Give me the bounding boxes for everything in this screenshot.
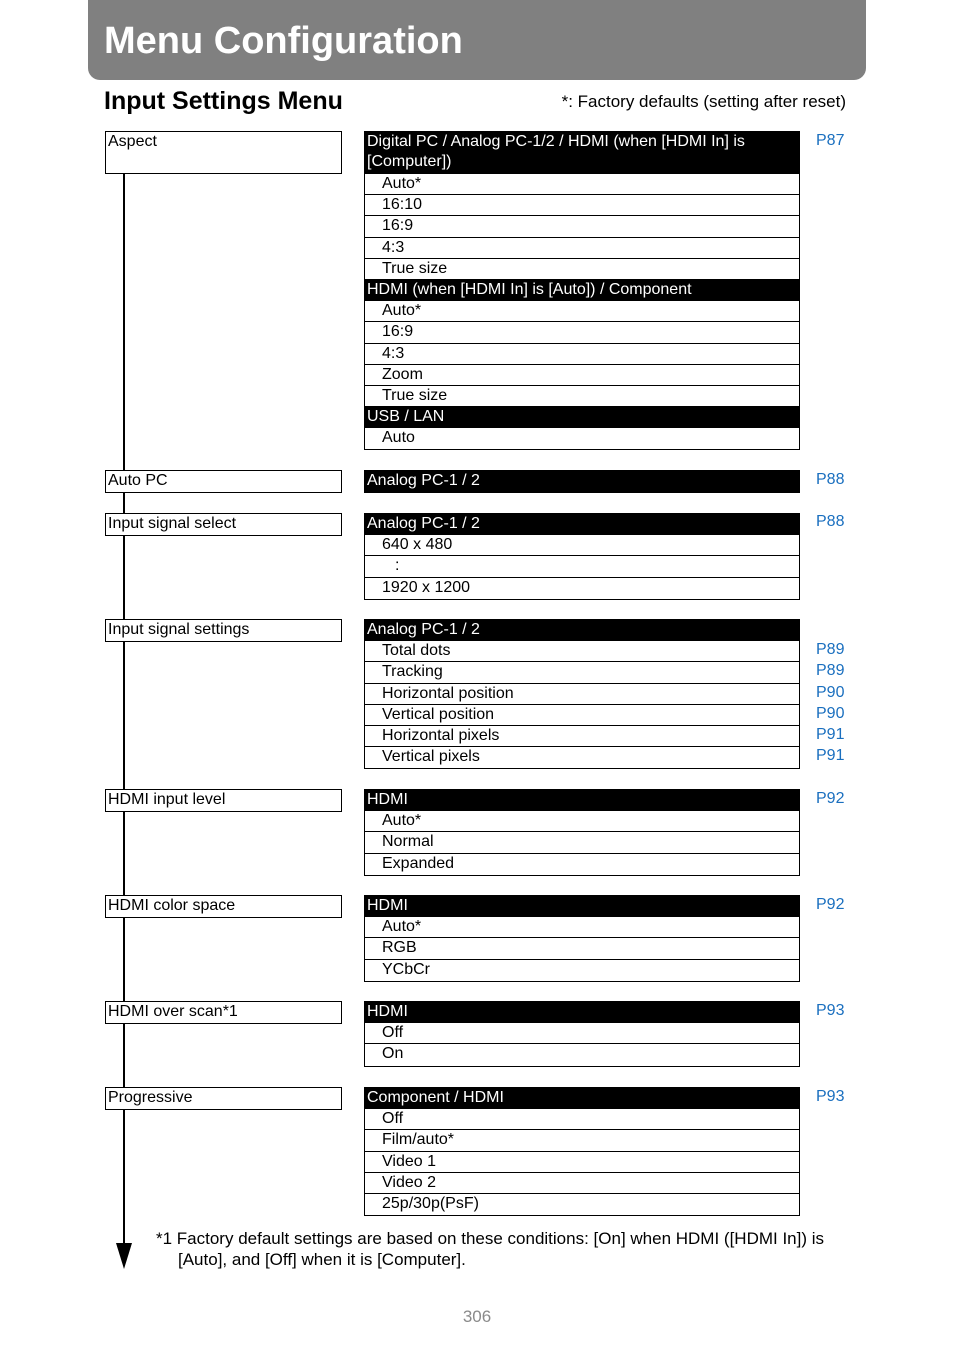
option-row: Video 1: [365, 1152, 799, 1173]
option-row: Auto*: [365, 811, 799, 832]
menu-item-label: HDMI input level: [108, 791, 226, 808]
options-input-signal-select: [364, 513, 800, 600]
section-title: Input Settings Menu: [104, 87, 343, 115]
option-row: 16:10: [365, 195, 799, 216]
menu-item-label: HDMI over scan*1: [108, 1003, 238, 1020]
option-row: Expanded: [382, 854, 455, 872]
chapter-banner: [88, 0, 866, 80]
page-link[interactable]: P92: [816, 896, 845, 913]
menu-item-progressive: [105, 1087, 342, 1110]
option-row: :: [365, 556, 799, 577]
option-row: Vertical position: [365, 705, 799, 726]
arrow-down-icon: [116, 1243, 132, 1269]
menu-item-label: Input signal select: [108, 515, 237, 532]
options-hdmi-over-scan: [364, 1001, 800, 1067]
page-link[interactable]: P89: [816, 641, 845, 658]
option-row: Film/auto*: [365, 1130, 799, 1151]
group-header: HDMI: [365, 1002, 799, 1023]
option-row: On: [382, 1045, 404, 1063]
option-row: True size: [365, 259, 799, 280]
page-link[interactable]: P89: [816, 662, 845, 679]
option-row: Total dots: [365, 641, 799, 662]
option-row: 4:3: [365, 344, 799, 365]
option-row: Zoom: [365, 365, 799, 386]
option-row: Video 2: [365, 1173, 799, 1194]
options-hdmi-color-space: [364, 895, 800, 982]
group-header: Analog PC-1 / 2: [365, 471, 799, 492]
page-link[interactable]: P92: [816, 790, 845, 807]
option-row: Normal: [365, 832, 799, 853]
option-row: 16:9: [365, 322, 799, 343]
option-row: Off: [365, 1023, 799, 1044]
page-link[interactable]: P88: [816, 471, 845, 488]
menu-item-input-signal-select: [105, 513, 342, 536]
options-aspect: [364, 131, 800, 450]
group-header: HDMI (when [HDMI In] is [Auto]) / Component: [365, 280, 799, 301]
group-header: HDMI: [365, 790, 799, 811]
menu-item-label: Input signal settings: [108, 621, 250, 638]
menu-item-label: Progressive: [108, 1089, 193, 1106]
page-link[interactable]: P87: [816, 132, 845, 149]
footnote: *1 Factory default settings are based on these conditions: [On] when HDMI ([HDMI In]) is [Auto], and [Off] when it is [Computer].: [156, 1229, 825, 1269]
defaults-note: *: Factory defaults (setting after reset): [561, 92, 846, 111]
group-header: USB / LAN: [365, 407, 799, 428]
options-input-signal-settings: [364, 619, 800, 769]
page-link[interactable]: P91: [816, 726, 845, 743]
option-row: 4:3: [365, 238, 799, 259]
menu-item-hdmi-input-level: [105, 789, 342, 812]
tree-connector-line: [123, 173, 125, 1245]
group-header: Analog PC-1 / 2: [365, 514, 799, 535]
group-header: Analog PC-1 / 2: [365, 620, 799, 641]
option-row: RGB: [365, 938, 799, 959]
option-row: Vertical pixels: [382, 748, 480, 766]
page-link[interactable]: P90: [816, 684, 845, 701]
menu-item-label: Auto PC: [108, 472, 168, 489]
options-auto-pc: [364, 470, 800, 493]
options-progressive: [364, 1087, 800, 1216]
option-row: Auto*: [365, 174, 799, 195]
option-row: 640 x 480: [365, 535, 799, 556]
page-link[interactable]: P93: [816, 1002, 845, 1019]
options-hdmi-input-level: [364, 789, 800, 876]
option-row: Off: [365, 1109, 799, 1130]
option-row: Auto*: [365, 917, 799, 938]
option-row: True size: [365, 386, 799, 407]
option-row: Horizontal pixels: [365, 726, 799, 747]
menu-item-hdmi-color-space: [105, 895, 342, 918]
menu-item-auto-pc: [105, 470, 342, 493]
option-row: Auto*: [365, 301, 799, 322]
page-link[interactable]: P90: [816, 705, 845, 722]
menu-item-aspect: [105, 131, 342, 174]
option-row: YCbCr: [382, 960, 431, 978]
option-row: 25p/30p(PsF): [382, 1194, 479, 1212]
option-row: Tracking: [365, 662, 799, 683]
chapter-title: Menu Configuration: [104, 20, 463, 62]
menu-item-hdmi-over-scan: [105, 1001, 342, 1024]
page-number: 306: [462, 1307, 492, 1326]
group-header: HDMI: [365, 896, 799, 917]
group-header: Digital PC / Analog PC-1/2 / HDMI (when [HDMI In] is [Computer]): [365, 132, 799, 174]
menu-item-input-signal-settings: [105, 619, 342, 642]
option-row: Horizontal position: [365, 684, 799, 705]
page-link[interactable]: P91: [816, 747, 845, 764]
option-row: Auto: [382, 429, 415, 447]
option-row: 1920 x 1200: [382, 578, 471, 596]
option-row: 16:9: [365, 216, 799, 237]
menu-item-label: HDMI color space: [108, 897, 236, 914]
menu-item-label: Aspect: [108, 133, 157, 150]
page-link[interactable]: P93: [816, 1088, 845, 1105]
group-header: Component / HDMI: [365, 1088, 799, 1109]
page-link[interactable]: P88: [816, 513, 845, 530]
